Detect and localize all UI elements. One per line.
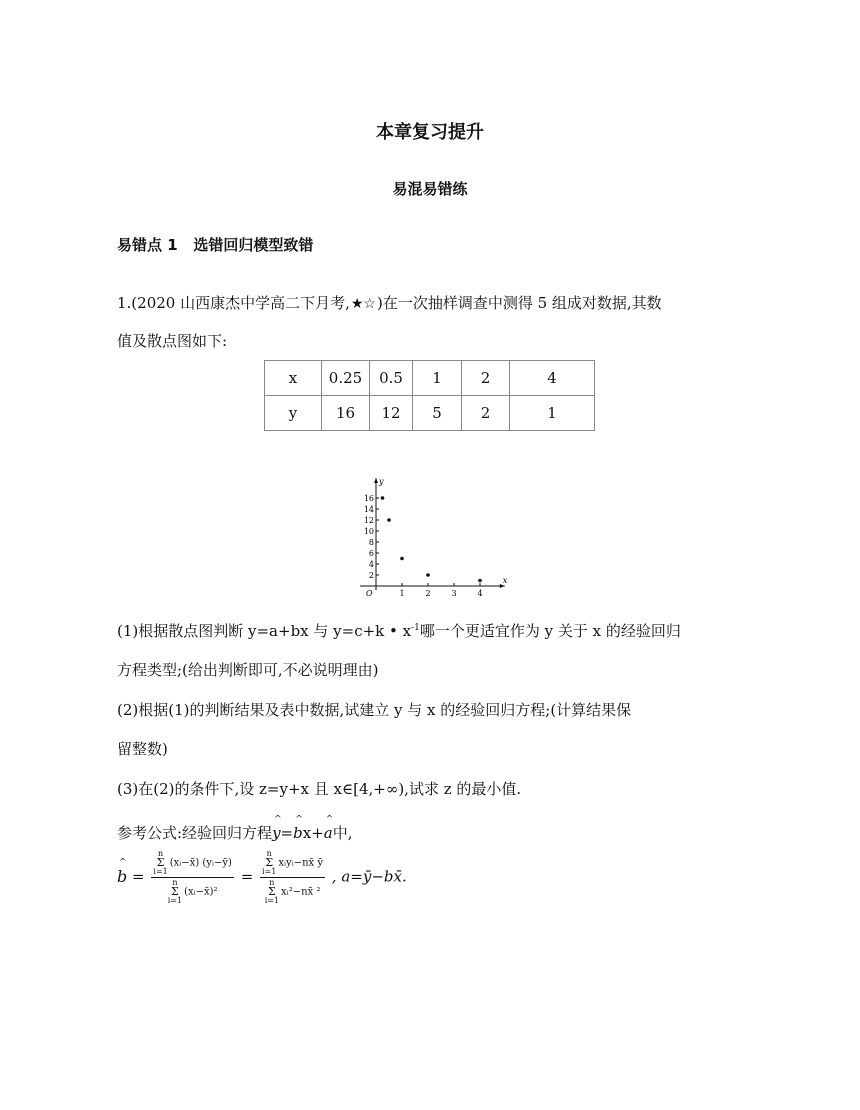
- table-cell: x: [265, 361, 322, 396]
- fraction-2-numerator: n Σ i=1 xᵢyᵢ−nx̄ ȳ: [262, 849, 324, 876]
- data-point: [400, 557, 404, 561]
- table-cell: y: [265, 396, 322, 431]
- equals-1: =: [132, 867, 145, 886]
- reference-formula-line: [117, 822, 353, 843]
- equals-sign: =: [280, 824, 294, 842]
- table-cell: 2: [462, 396, 510, 431]
- y-axis-label: y: [379, 477, 384, 486]
- y-tick-label: 4: [368, 560, 374, 569]
- b-hat: ^ b: [293, 824, 303, 842]
- question-1-text-b: 哪一个更适宜作为 y 关于 x 的经验回归: [419, 622, 681, 640]
- question-1-line2: 方程类型;(给出判断即可,不必说明理由): [117, 661, 379, 679]
- table-cell: 2: [462, 361, 510, 396]
- data-point: [426, 573, 430, 577]
- y-tick-label: 14: [363, 505, 374, 514]
- x-tick-label: 2: [425, 589, 431, 598]
- y-tick-label: 6: [368, 549, 374, 558]
- fraction-1: [151, 850, 234, 905]
- section-heading: 易错点 1 选错回归模型致错: [117, 236, 314, 254]
- sum-symbol: n Σ i=1: [262, 849, 277, 876]
- question-2-line2: 留整数): [117, 740, 168, 758]
- sum-symbol: n Σ i=1: [153, 849, 168, 876]
- table-row-y: [265, 396, 595, 431]
- b-hat-formula: [117, 850, 407, 905]
- y-hat: ^ y: [272, 824, 280, 842]
- formula-end: 中,: [332, 824, 353, 842]
- problem-intro-line2: 值及散点图如下:: [117, 332, 228, 350]
- table-cell: 12: [370, 396, 413, 431]
- page-title: 本章复习提升: [376, 122, 484, 143]
- y-axis-arrow: [374, 478, 378, 483]
- problem-intro-line1: [117, 292, 662, 313]
- x-axis-label: x: [502, 576, 508, 585]
- problem-intro-text-b: )在一次抽样调查中测得 5 组成对数据,其数: [376, 294, 662, 312]
- y-tick-label: 10: [363, 527, 374, 536]
- scatter-plot: [356, 474, 508, 602]
- x-plus: x+: [302, 824, 324, 842]
- y-tick-label: 8: [368, 538, 374, 547]
- x-tick-label: 1: [399, 589, 405, 598]
- reference-label: 参考公式:经验回归方程: [117, 824, 273, 842]
- fraction-2-denominator: n Σ i=1 xᵢ²−nx̄ ²: [264, 878, 321, 905]
- question-1-text-a: (1)根据散点图判断 y=a+bx 与 y=c+k • x: [117, 622, 412, 640]
- data-point: [387, 518, 391, 522]
- data-point: [478, 579, 482, 583]
- data-table: [264, 360, 595, 431]
- b-hat-lhs: ^ b: [117, 867, 127, 886]
- table-cell: 0.5: [370, 361, 413, 396]
- table-cell: 0.25: [322, 361, 370, 396]
- y-tick-label: 16: [363, 494, 374, 503]
- sum-symbol: n Σ i=1: [264, 878, 280, 905]
- x-tick-label: 4: [477, 589, 483, 598]
- fraction-2: [260, 850, 325, 905]
- a-hat-formula: , a=ȳ−bx̄.: [331, 867, 407, 886]
- question-1-line1: [117, 620, 681, 641]
- problem-intro-text-a: 1.(2020 山西康杰中学高二下月考,: [117, 294, 350, 312]
- table-cell: 1: [413, 361, 462, 396]
- a-hat: ^ a: [324, 824, 333, 842]
- fraction-1-numerator: n Σ i=1 (xᵢ−x̄) (yᵢ−ȳ): [153, 849, 232, 876]
- question-3: (3)在(2)的条件下,设 z=y+x 且 x∈[4,+∞),试求 z 的最小值.: [117, 780, 522, 798]
- question-1-superscript: -1: [411, 623, 420, 633]
- fraction-1-denominator: n Σ i=1 (xᵢ−x̄)²: [167, 878, 218, 905]
- x-tick-label: 3: [451, 589, 457, 598]
- table-cell: 1: [510, 396, 595, 431]
- difficulty-stars-icon: ★☆: [350, 296, 376, 312]
- question-2-line1: (2)根据(1)的判断结果及表中数据,试建立 y 与 x 的经验回归方程;(计算结果保: [117, 701, 632, 719]
- page-subtitle: 易混易错练: [392, 180, 468, 198]
- sum-symbol: n Σ i=1: [167, 878, 183, 905]
- table-cell: 5: [413, 396, 462, 431]
- table-cell: 4: [510, 361, 595, 396]
- equals-2: =: [240, 867, 254, 886]
- y-tick-label: 2: [368, 571, 374, 580]
- data-point: [381, 496, 385, 500]
- y-tick-label: 12: [363, 516, 374, 525]
- origin-label: O: [366, 589, 373, 598]
- table-row-x: [265, 361, 595, 396]
- table-cell: 16: [322, 396, 370, 431]
